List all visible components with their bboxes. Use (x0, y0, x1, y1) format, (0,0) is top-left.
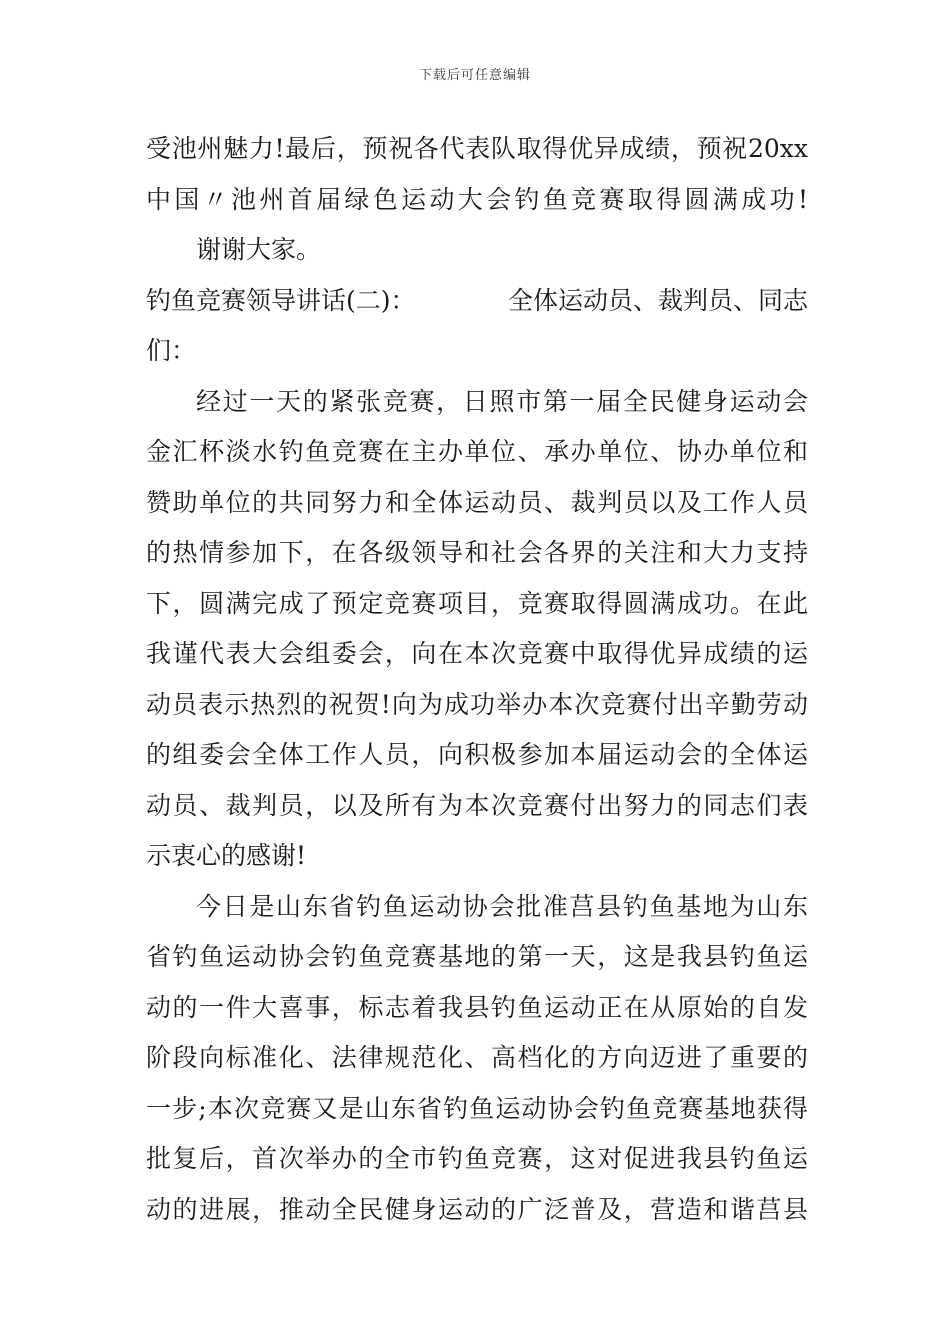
text-line: 动的一件大喜事，标志着我县钓鱼运动正在从原始的自发 (146, 992, 808, 1022)
section-salutation: 全体运动员、裁判员、同志 (507, 285, 808, 315)
text-line: 赞助单位的共同努力和全体运动员、裁判员以及工作人员 (146, 487, 808, 517)
section-heading (146, 276, 808, 327)
text-line: 的组委会全体工作人员，向积极参加本届运动会的全体运 (146, 740, 808, 769)
text-line: 下，圆满完成了预定竞赛项目，竞赛取得圆满成功。在此 (146, 588, 808, 618)
text-line: 动员表示热烈的祝贺!向为成功举办本次竞赛付出辛勤劳动 (146, 689, 808, 719)
text-line: 经过一天的紧张竞赛，日照市第一届全民健身运动会 (196, 386, 808, 416)
page-header-note: 下载后可任意编辑 (418, 68, 531, 83)
text-line: 动的进展，推动全民健身运动的广泛普及，营造和谐莒县 (146, 1194, 808, 1224)
text-line: 批复后，首次举办的全市钓鱼竞赛，这对促进我县钓鱼运 (146, 1144, 808, 1173)
text-line: 谢谢大家。 (196, 235, 322, 264)
document-body (146, 124, 808, 1235)
text-line: 示衷心的感谢! (146, 841, 307, 870)
text-line: 阶段向标准化、法律规范化、高档化的方向迈进了重要的 (146, 1043, 808, 1072)
text-line: 我谨代表大会组委会，向在本次竞赛中取得优异成绩的运 (146, 639, 808, 668)
text-line: 受池州魅力!最后，预祝各代表队取得优异成绩，预祝20xx (146, 134, 808, 163)
text-line: 今日是山东省钓鱼运动协会批准莒县钓鱼基地为山东 (196, 891, 808, 921)
text-line: 省钓鱼运动协会钓鱼竞赛基地的第一天，这是我县钓鱼运 (146, 942, 808, 971)
text-line: 动员、裁判员，以及所有为本次竞赛付出努力的同志们表 (146, 790, 808, 820)
text-line: 金汇杯淡水钓鱼竞赛在主办单位、承办单位、协办单位和 (146, 437, 808, 466)
text-line: 中国〃池州首届绿色运动大会钓鱼竞赛取得圆满成功! (146, 184, 808, 214)
text-line: 的热情参加下，在各级领导和社会各界的关注和大力支持 (146, 538, 808, 567)
text-line: 一步;本次竞赛又是山东省钓鱼运动协会钓鱼竞赛基地获得 (146, 1093, 808, 1123)
text-line: 们： (146, 336, 197, 365)
section-title: 钓鱼竞赛领导讲话(二)： (146, 285, 416, 315)
